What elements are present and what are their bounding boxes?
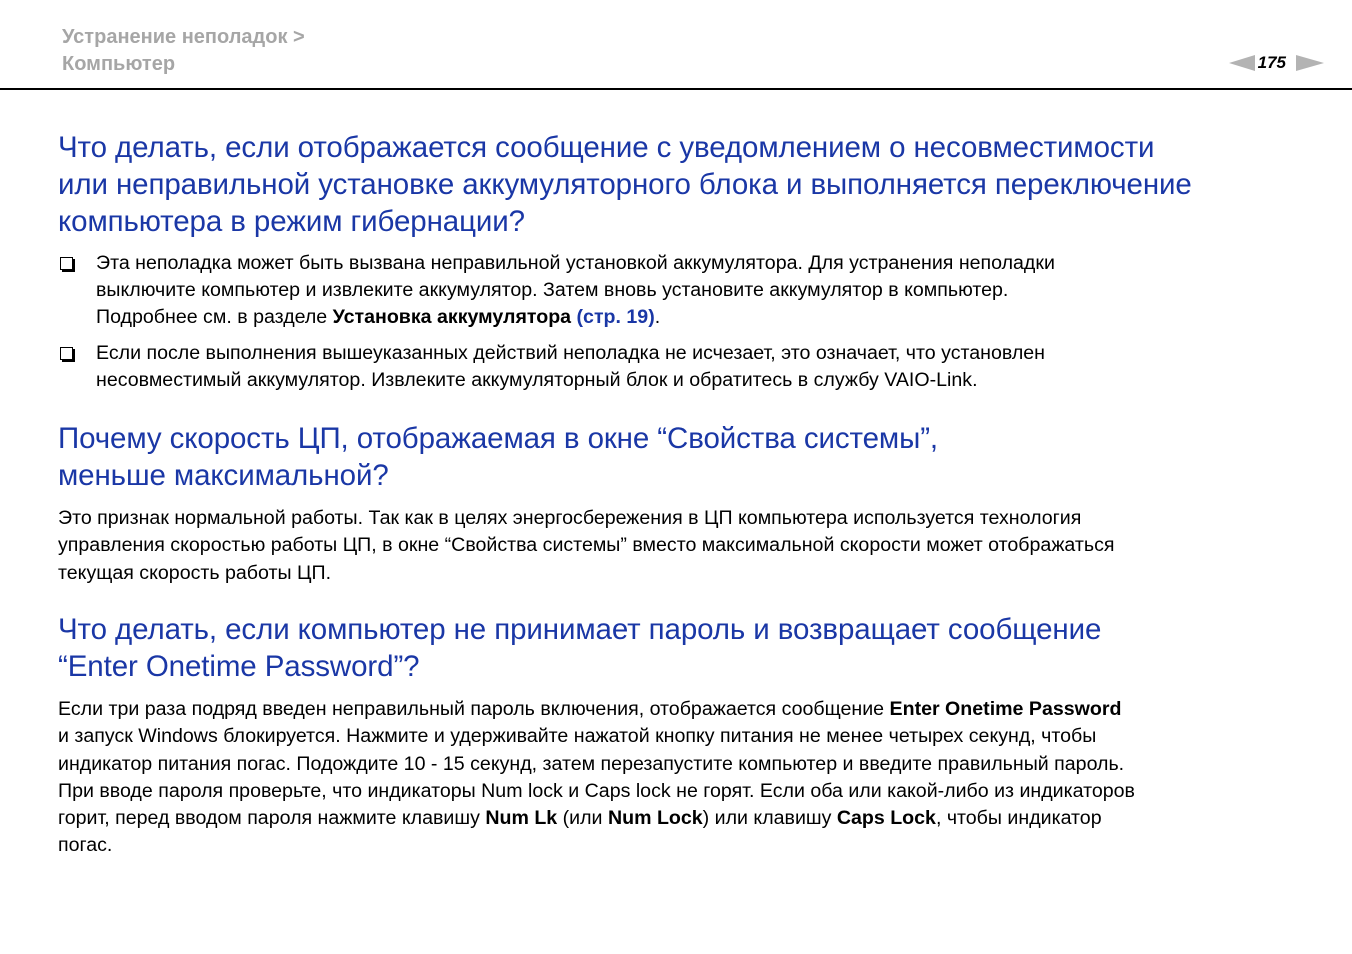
item-text: Подробнее см. в разделе bbox=[96, 306, 333, 328]
heading-line: Почему скорость ЦП, отображаемая в окне “Свойства системы”, bbox=[58, 422, 939, 455]
paragraph-line bbox=[58, 696, 1298, 723]
breadcrumb-page: Компьютер bbox=[62, 53, 176, 75]
previous-page-arrow-icon[interactable] bbox=[1229, 55, 1255, 71]
checkbox-bullet-icon bbox=[60, 347, 73, 360]
item-line: Эта неполадка может быть вызвана неправильной установкой аккумулятора. Для устранения неполадки bbox=[96, 252, 1055, 274]
cpu-speed-paragraph bbox=[58, 505, 1298, 587]
heading-line: или неправильной установке аккумуляторного блока и выполняется переключение bbox=[58, 168, 1192, 201]
num-lk-key: Num Lk bbox=[485, 807, 558, 830]
item-line: выключите компьютер и извлеките аккумулятор. Затем вновь установите аккумулятор в компьютер. bbox=[96, 279, 1009, 301]
page-19-link[interactable]: (стр. 19) bbox=[576, 306, 655, 328]
next-page-arrow-icon[interactable] bbox=[1296, 55, 1324, 71]
paragraph-line: текущая скорость работы ЦП. bbox=[58, 561, 332, 584]
heading-line: Что делать, если отображается сообщение с уведомлением о несовместимости bbox=[58, 131, 1155, 164]
list-item bbox=[58, 250, 1298, 331]
battery-install-reference: Установка аккумулятора bbox=[332, 306, 572, 328]
paragraph-text: ) или клавишу bbox=[702, 807, 837, 830]
page-navigation bbox=[1229, 50, 1324, 76]
onetime-password-message: Enter Onetime Password bbox=[889, 698, 1122, 720]
section-heading-password bbox=[58, 611, 1101, 685]
num-lock-key: Num Lock bbox=[607, 807, 703, 830]
list-item bbox=[58, 340, 1298, 394]
paragraph-text: Если три раза подряд введен неправильный пароль включения, отображается сообщение bbox=[58, 698, 890, 720]
paragraph-line: и запуск Windows блокируется. Нажмите и удерживайте нажатой кнопку питания не менее четырех секунд, чтобы bbox=[58, 725, 1097, 748]
paragraph-line: индикатор питания погас. Подождите 10 - 15 секунд, затем перезапустите компьютер и введите правильный пароль. bbox=[58, 752, 1125, 775]
item-line bbox=[96, 304, 1298, 331]
password-paragraph bbox=[58, 696, 1298, 860]
paragraph-text: горит, перед вводом пароля нажмите клавишу bbox=[58, 807, 486, 830]
heading-line: меньше максимальной? bbox=[58, 459, 389, 492]
battery-checklist bbox=[58, 250, 1298, 403]
paragraph-line: При вводе пароля проверьте, что индикаторы Num lock и Caps lock не горят. Если оба или какой-либо из индикаторов bbox=[58, 779, 1135, 802]
item-line: несовместимый аккумулятор. Извлеките аккумуляторный блок и обратитесь в службу VAIO-Link. bbox=[96, 369, 978, 391]
paragraph-text: (или bbox=[557, 807, 608, 830]
page-number: 175 bbox=[1257, 53, 1286, 72]
heading-line: Что делать, если компьютер не принимает пароль и возвращает сообщение bbox=[58, 613, 1102, 646]
item-text: . bbox=[654, 306, 661, 328]
header-divider bbox=[0, 88, 1352, 90]
paragraph-line: Это признак нормальной работы. Так как в целях энергосбережения в ЦП компьютера используется технология bbox=[58, 507, 1082, 529]
breadcrumb bbox=[62, 24, 305, 78]
heading-line: “Enter Onetime Password”? bbox=[58, 650, 420, 683]
section-heading-cpu-speed bbox=[58, 420, 938, 494]
paragraph-line: управления скоростью работы ЦП, в окне “Свойства системы” вместо максимальной скорости может отображаться bbox=[58, 534, 1115, 557]
section-heading-battery bbox=[58, 129, 1192, 240]
paragraph-text: , чтобы индикатор bbox=[935, 807, 1102, 830]
caps-lock-key: Caps Lock bbox=[836, 807, 936, 830]
heading-line: компьютера в режим гибернации? bbox=[58, 205, 525, 238]
breadcrumb-section: Устранение неполадок > bbox=[62, 26, 305, 48]
checkbox-bullet-icon bbox=[60, 257, 73, 270]
paragraph-line bbox=[58, 805, 1298, 832]
item-line: Если после выполнения вышеуказанных действий неполадка не исчезает, это означает, что установлен bbox=[96, 342, 1045, 364]
paragraph-line: погас. bbox=[58, 834, 113, 857]
